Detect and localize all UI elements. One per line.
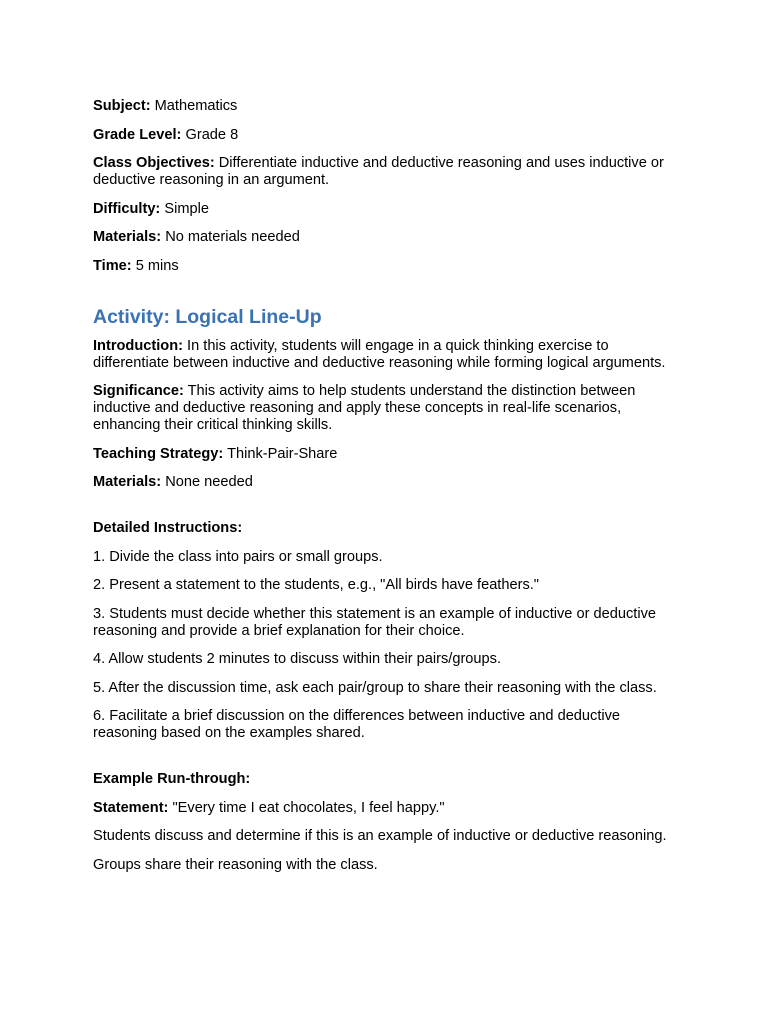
significance-text: This activity aims to help students understand the distinction between inductive and deductive reasoning and apply these concepts in real-life scenarios, enhancing their critical thinking skills.: [93, 383, 636, 433]
class-objectives-value: Differentiate inductive and deductive reasoning and uses inductive or deductive reasoning in an argument.: [93, 155, 664, 188]
class-objectives-line: [93, 155, 678, 189]
instruction-step: 1. Divide the class into pairs or small groups.: [93, 548, 383, 565]
detailed-instructions-heading: Detailed Instructions:: [93, 520, 243, 536]
significance-paragraph: [93, 383, 678, 434]
instruction-step: 6. Facilitate a brief discussion on the differences between inductive and deductive reasoning based on the examples shared.: [93, 708, 621, 741]
grade-level-label: Grade Level:: [93, 126, 182, 143]
activity-title: Activity: Logical Line-Up: [93, 305, 322, 328]
example-share-text: Groups share their reasoning with the class.: [93, 856, 378, 873]
example-discuss-text: Students discuss and determine if this is an example of inductive or deductive reasoning.: [93, 828, 667, 844]
subject-label: Subject:: [93, 98, 151, 114]
instruction-step: 3. Students must decide whether this statement is an example of inductive or deductive reasoning and provide a brief explanation for their choice.: [93, 605, 656, 639]
activity-materials-line: [93, 474, 678, 491]
instruction-step: 5. After the discussion time, ask each pair/group to share their reasoning with the class.: [93, 679, 657, 696]
teaching-strategy-label: Teaching Strategy:: [93, 445, 224, 462]
example-run-through-heading: Example Run-through:: [93, 771, 251, 787]
lesson-plan-document: [93, 98, 678, 885]
introduction-label: Introduction:: [93, 337, 183, 354]
subject-line: [93, 98, 678, 115]
grade-level-value: Grade 8: [181, 126, 239, 143]
subject-value: Mathematics: [150, 98, 238, 114]
activity-materials-label: Materials:: [93, 474, 162, 490]
activity-materials-value: None needed: [161, 474, 253, 490]
difficulty-line: [93, 201, 678, 218]
introduction-paragraph: [93, 338, 678, 372]
time-label: Time:: [93, 257, 132, 274]
difficulty-value: Simple: [160, 200, 209, 217]
instruction-step: 4. Allow students 2 minutes to discuss within their pairs/groups.: [93, 651, 502, 667]
class-objectives-label: Class Objectives:: [93, 155, 215, 171]
teaching-strategy-line: [93, 446, 678, 463]
time-value: 5 mins: [131, 257, 179, 274]
statement-label: Statement:: [93, 799, 169, 816]
materials-value: No materials needed: [161, 229, 300, 245]
statement-text: "Every time I eat chocolates, I feel happy.": [168, 799, 445, 816]
example-statement-line: [93, 800, 678, 817]
materials-line: [93, 229, 678, 246]
teaching-strategy-value: Think-Pair-Share: [223, 445, 338, 462]
instruction-step: 2. Present a statement to the students, e.g., "All birds have feathers.": [93, 577, 539, 593]
introduction-text: In this activity, students will engage in a quick thinking exercise to differentiate between inductive and deductive reasoning while forming logical arguments.: [93, 337, 666, 371]
time-line: [93, 258, 678, 275]
materials-label: Materials:: [93, 229, 162, 245]
grade-level-line: [93, 127, 678, 144]
difficulty-label: Difficulty:: [93, 200, 161, 217]
significance-label: Significance:: [93, 383, 184, 399]
